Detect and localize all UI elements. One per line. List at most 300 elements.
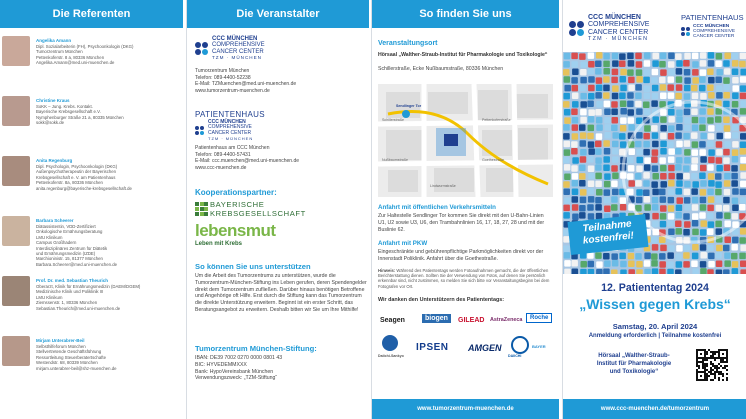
qr-module [696, 379, 698, 381]
event-date: Samstag, 20. April 2024 [612, 322, 698, 331]
mosaic-tile [595, 173, 602, 180]
mosaic-tile [652, 189, 659, 196]
qr-module [726, 377, 728, 379]
qr-module [716, 371, 718, 373]
qr-module [704, 369, 706, 371]
mosaic-tile [587, 100, 594, 107]
mosaic-tile [603, 53, 610, 60]
referent-name: Mirjam Unterabrer-Beil [36, 338, 85, 343]
mosaic-tile [604, 109, 611, 116]
mosaic-tile [572, 124, 579, 131]
qr-module [700, 357, 702, 359]
tzm-contact [195, 68, 296, 94]
referent-text [36, 278, 181, 311]
mosaic-tile [627, 157, 634, 164]
mosaic-tile [699, 117, 706, 124]
mosaic-tile [740, 133, 746, 140]
qr-module [714, 359, 716, 361]
mosaic-tile [708, 196, 715, 203]
mosaic-tile [676, 109, 683, 116]
mosaic-tile [611, 181, 618, 188]
mosaic-tile [692, 253, 699, 260]
qr-module [714, 365, 716, 367]
qr-module [720, 357, 722, 359]
mosaic-tile [683, 165, 690, 172]
mosaic-tile [708, 52, 715, 59]
mosaic-tile [596, 77, 603, 84]
referent-text [36, 338, 181, 371]
referent-text [36, 158, 181, 191]
mosaic-tile [668, 197, 675, 204]
mosaic-tile [612, 260, 619, 267]
mosaic-tile [619, 253, 626, 260]
ccc-logo-small [195, 120, 253, 142]
mosaic-tile [716, 69, 723, 76]
mosaic-tile [652, 85, 659, 92]
mosaic-tile [604, 101, 611, 108]
mosaic-tile [603, 140, 610, 147]
mosaic-tile [580, 61, 587, 67]
mosaic-tile [692, 93, 699, 100]
contact-line: Patientenhaus am CCC München [195, 145, 270, 151]
referent-name: Christine Kraus [36, 98, 70, 103]
qr-module [720, 359, 722, 361]
mosaic-tile [628, 165, 635, 172]
mosaic-tile [732, 85, 739, 92]
referent-detail-line: Nymphenburger Straße 21 a, 80335 München [36, 114, 124, 120]
qr-module [702, 357, 704, 359]
mosaic-tile [644, 253, 651, 260]
mosaic-tile [692, 141, 699, 148]
mosaic-tile [699, 149, 706, 156]
mosaic-tile [620, 269, 627, 274]
mosaic-tile [731, 180, 738, 187]
qr-module [704, 363, 706, 365]
qr-module [712, 365, 714, 367]
qr-module [704, 367, 706, 369]
mosaic-tile [644, 69, 651, 76]
mosaic-tile [708, 133, 715, 140]
map-label-d: Goethestraße [482, 158, 504, 162]
qr-module [698, 349, 700, 351]
mosaic-tile [651, 253, 658, 259]
mosaic-tile [699, 212, 706, 219]
mosaic-tile [628, 117, 635, 124]
mosaic-tile [628, 60, 635, 66]
mosaic-tile [715, 77, 722, 84]
mosaic-tile [684, 181, 691, 188]
mosaic-tile [611, 196, 618, 203]
mosaic-tile [732, 268, 739, 274]
mosaic-tile [651, 156, 658, 163]
mosaic-tile [572, 269, 579, 274]
mosaic-tile [724, 132, 731, 139]
referent-card [0, 154, 183, 194]
mosaic-tile [619, 93, 626, 100]
mosaic-tile [724, 252, 731, 259]
mosaic-tile [692, 244, 699, 251]
mosaic-tile [692, 213, 699, 220]
mosaic-tile [684, 125, 691, 131]
qr-module [714, 377, 716, 379]
mosaic-tile [572, 93, 579, 100]
mosaic-tile [676, 141, 683, 148]
mosaic-tile [636, 165, 643, 172]
qr-module [708, 375, 710, 377]
qr-module [724, 367, 726, 369]
mosaic-tile [564, 173, 571, 180]
cover-venue [577, 352, 691, 376]
mosaic-tile [588, 61, 595, 68]
referent-detail-line: Ressortleitung Steuerberatertschafte [36, 354, 106, 360]
mosaic-tile [580, 132, 587, 139]
mosaic-tile [676, 205, 683, 212]
mosaic-tile [723, 269, 730, 274]
qr-module [704, 377, 706, 379]
referent-photo [2, 276, 30, 306]
mosaic-tile [692, 229, 699, 236]
mosaic-tile [652, 244, 659, 251]
mosaic-tile [700, 93, 707, 100]
mosaic-tile [740, 269, 746, 274]
mosaic-tile [683, 229, 690, 236]
mosaic-tile [700, 244, 707, 251]
qr-module [710, 371, 712, 373]
mosaic-tile [668, 180, 675, 187]
mosaic-tile [675, 132, 682, 139]
qr-module [702, 379, 704, 381]
mosaic-tile [684, 93, 691, 100]
mosaic-tile [691, 164, 698, 171]
venue-title: Veranstaltungsort [378, 40, 438, 47]
mosaic-tile [660, 205, 667, 212]
qr-module [708, 349, 710, 351]
qr-module [718, 371, 720, 373]
mosaic-tile [723, 92, 730, 99]
referent-detail-line: Stellvertretende Geschäftsführung [36, 349, 102, 355]
mosaic-tile [651, 77, 658, 84]
mosaic-tile [676, 197, 683, 204]
mosaic-tile [619, 53, 626, 60]
mosaic-tile [724, 173, 731, 180]
mosaic-tile [700, 180, 707, 187]
mosaic-tile [627, 92, 634, 99]
referent-text [36, 98, 181, 126]
mosaic-tile [619, 61, 626, 68]
mosaic-tile [692, 204, 699, 211]
qr-module [724, 349, 726, 351]
mosaic-tile [595, 92, 602, 99]
mosaic-tile [676, 76, 683, 83]
qr-module [696, 373, 698, 375]
mosaic-tile [659, 61, 666, 68]
qr-module [712, 363, 714, 365]
mosaic-tile [651, 236, 658, 243]
contact-line: Bank: HypoVereinsbank München [195, 368, 274, 375]
referent-detail-line: Diätassistentin, VDD-Zertifiziert [36, 224, 96, 229]
mosaic-tile [635, 141, 642, 148]
referent-detail-line: Selbsthilfeforum München [36, 344, 86, 349]
qr-module [698, 367, 700, 369]
referent-text [36, 218, 181, 267]
mosaic-tile [572, 204, 579, 211]
qr-module [704, 375, 706, 377]
mosaic-tile [732, 237, 739, 244]
mosaic-tile [660, 69, 667, 76]
mosaic-tile [708, 149, 715, 156]
mosaic-tile [660, 221, 667, 228]
qr-module [718, 377, 720, 379]
cover-venue-line2: Institut für Pharmakologie [596, 361, 672, 367]
mosaic-tile [668, 61, 675, 68]
mosaic-tile [596, 261, 603, 268]
mosaic-tile [572, 196, 579, 203]
mosaic-tile [740, 261, 746, 268]
ccc-logo [195, 36, 265, 61]
mosaic-tile [715, 205, 722, 212]
mosaic-tile [652, 268, 659, 274]
map-label-e: Sendlinger Tor [396, 104, 422, 108]
qr-module [696, 359, 698, 361]
mosaic-tile [675, 93, 682, 100]
mosaic-tile [699, 141, 706, 148]
mosaic-tile [596, 85, 603, 92]
mosaic-tile [723, 205, 730, 212]
qr-module [716, 351, 718, 353]
referent-photo [2, 156, 30, 186]
contact-line: Telefon: 089-4400-57431 [195, 151, 251, 158]
mosaic-tile [675, 269, 682, 274]
mosaic-tile [636, 189, 643, 196]
qr-module [696, 375, 698, 377]
mosaic-tile [675, 253, 682, 260]
mosaic-tile [668, 213, 675, 220]
mosaic-tile [684, 77, 691, 84]
mosaic-tile [571, 53, 578, 60]
mosaic-tile [572, 188, 579, 195]
qr-module [702, 367, 704, 369]
mosaic-tile [604, 124, 611, 131]
mosaic-tile [708, 221, 715, 228]
qr-module [714, 353, 716, 355]
mosaic-tile [644, 60, 651, 67]
mosaic-tile [563, 69, 570, 76]
cover-small-line1: CCC MÜNCHEN [693, 24, 730, 29]
mosaic-tile [716, 124, 723, 131]
mosaic-tile [684, 189, 691, 196]
panel4-footer[interactable]: www.ccc-muenchen.de/tumorzentrum [563, 399, 746, 419]
mosaic-tile [715, 189, 722, 196]
mosaic-tile [643, 180, 650, 187]
mosaic-tile [740, 76, 746, 83]
mosaic-tile [723, 245, 730, 252]
mosaic-tile [588, 125, 595, 132]
qr-module [722, 353, 724, 355]
support-text: Um die Arbeit des Tumorzentrums zu unterstützen, wurde die Tumorzentrum-München-Stiftung ins Leben gerufen, deren Spendengelder direkt dem Tumorzentrum zufließen. Darüber hinaus benötigen Betroffene und Angehörige oft Hilfe. Erst durch die Stiftung kann das Tumorzentrum die direkte Unterstützung erweitern. Beginnt ist ein erster Schritt, das Beratungsangebot zu erweitern. Deshalb bitten wir Sie um Ihre Mithilfe! [195, 273, 367, 313]
mosaic-tile [563, 124, 570, 130]
mosaic-tile [628, 269, 635, 274]
mosaic-tile [740, 108, 746, 115]
mosaic-tile [724, 260, 731, 267]
mosaic-tile [700, 60, 707, 66]
mosaic-tile [588, 269, 595, 274]
cover-patientenhaus: PATIENTENHAUS [681, 13, 744, 22]
qr-module [704, 353, 706, 355]
sponsor-daiichi-sankyo: Daiichi-Sankyo [378, 354, 404, 358]
mosaic-tile [691, 85, 698, 92]
mosaic-tile [564, 141, 571, 148]
mosaic-tile [635, 253, 642, 260]
oepnv-text: Zur Haltestelle Sendlinger Tor kommen Sie direkt mit den U-Bahn-Linien U1, U2 sowie U3, U6, den Trambahnlinien 16, 17, 18, 27, 28 und mit der Buslinie 62. [378, 213, 545, 233]
qr-module [706, 363, 708, 365]
referent-detail-line: Tumorzentrum München [36, 49, 83, 55]
mosaic-tile [668, 53, 675, 60]
mosaic-tile [740, 148, 746, 155]
bkg-line2: KREBSGESELLSCHAFT [210, 209, 306, 218]
qr-module [706, 365, 708, 367]
mosaic-tile [707, 188, 714, 195]
mosaic-tile [707, 108, 714, 115]
mosaic-tile [724, 180, 731, 187]
qr-module [704, 355, 706, 357]
mosaic-tile [660, 213, 667, 220]
mosaic-tile [572, 133, 579, 140]
cover-ccc-logo [569, 14, 649, 44]
mosaic-tile [732, 213, 739, 220]
contact-line: Tumorzentrum München [195, 68, 250, 74]
mosaic-tile [579, 212, 586, 219]
mosaic-tile [652, 53, 659, 60]
mosaic-tile [732, 53, 739, 60]
venue-address: Schillerstraße, Ecke Nußbaumstraße, 80336 München [378, 66, 504, 72]
mosaic-tile [620, 197, 627, 204]
qr-module [712, 353, 714, 355]
mosaic-tile [740, 181, 746, 188]
mosaic-tile [692, 157, 699, 164]
mosaic-tile [604, 173, 611, 180]
qr-module [724, 357, 726, 359]
qr-module [706, 357, 708, 359]
qr-module [698, 371, 700, 373]
referent-detail-line: LMU Klinikum [36, 234, 63, 240]
mosaic-tile [604, 189, 611, 196]
mosaic-tile [668, 92, 675, 99]
ccc-logo-line4: TZM · MÜNCHEN [212, 54, 262, 60]
qr-module [714, 373, 716, 375]
mosaic-tile [595, 204, 602, 211]
referent-detail-line: Westendstr. 68, 80339 München [36, 360, 98, 366]
location-map[interactable] [378, 84, 553, 197]
mosaic-tile [595, 141, 602, 148]
mosaic-tile [724, 68, 731, 75]
mosaic-tile [715, 116, 722, 123]
mosaic-tile [691, 109, 698, 116]
mosaic-tile [563, 101, 570, 108]
mosaic-tile [588, 109, 595, 116]
qr-module [718, 353, 720, 355]
mosaic-tile [700, 189, 707, 196]
qr-module [712, 369, 714, 371]
mosaic-tile [732, 197, 739, 204]
referent-name: Angelika Amann [36, 38, 72, 43]
mosaic-tile [579, 173, 586, 180]
referent-card [0, 214, 183, 267]
mosaic-tile [715, 173, 722, 180]
mosaic-tile [715, 60, 722, 67]
mosaic-tile [564, 164, 571, 171]
mosaic-tile [588, 148, 595, 155]
mosaic-tile [564, 149, 571, 156]
mosaic-tile [723, 60, 730, 66]
mosaic-tile [740, 197, 746, 204]
mosaic-tile [716, 157, 723, 164]
mosaic-tile [587, 204, 594, 211]
mosaic-tile [668, 189, 675, 196]
mosaic-tile [659, 77, 666, 84]
map-label-a: Schillerstraße [382, 118, 404, 122]
mosaic-tile [707, 245, 714, 252]
mosaic-tile [635, 101, 642, 108]
mosaic-tile [636, 149, 643, 156]
mosaic-tile [740, 85, 746, 92]
cover-small-line3: CANCER CENTER [693, 34, 735, 40]
mosaic-tile [684, 53, 691, 60]
mosaic-tile [700, 52, 707, 59]
mosaic-tile [732, 77, 739, 84]
mosaic-tile [603, 92, 610, 99]
qr-module [718, 373, 720, 375]
cover-venue-line3: und Toxikologie“ [609, 369, 659, 375]
qr-module [706, 373, 708, 375]
mosaic-tile [611, 204, 618, 211]
mosaic-tile [572, 180, 579, 187]
qr-code-icon[interactable] [696, 349, 728, 381]
referent-text [36, 38, 181, 66]
mosaic-tile [571, 61, 578, 68]
mosaic-tile [659, 253, 666, 260]
mosaic-tile [667, 252, 674, 258]
mosaic-tile [724, 220, 731, 227]
mosaic-tile [715, 221, 722, 228]
lebensmut-sub: Leben mit Krebs [195, 241, 243, 247]
qr-module [722, 357, 724, 359]
mosaic-tile [732, 149, 739, 156]
mosaic-tile [716, 269, 723, 274]
qr-module [704, 357, 706, 359]
qr-module [696, 349, 698, 351]
mosaic-tile [684, 157, 691, 164]
mosaic-tile [732, 188, 739, 195]
qr-module [712, 355, 714, 357]
mosaic-tile [572, 85, 579, 92]
mosaic-tile [731, 165, 738, 172]
mosaic-tile [595, 68, 602, 75]
mosaic-tile [572, 157, 579, 164]
mosaic-tile [740, 228, 746, 235]
panel3-footer[interactable]: www.tumorzentrum-muenchen.de [372, 399, 559, 419]
mosaic-tile [588, 173, 595, 180]
map-graphic [378, 84, 553, 197]
qr-module [696, 371, 698, 373]
mosaic-tile [660, 125, 667, 132]
mosaic-tile [667, 261, 674, 268]
mosaic-tile [644, 125, 651, 132]
mosaic-tile [611, 108, 618, 115]
mosaic-tile [716, 228, 723, 235]
mosaic-tile [708, 60, 715, 67]
directions-header: So finden Sie uns [372, 0, 559, 28]
mosaic-tile [595, 252, 602, 259]
